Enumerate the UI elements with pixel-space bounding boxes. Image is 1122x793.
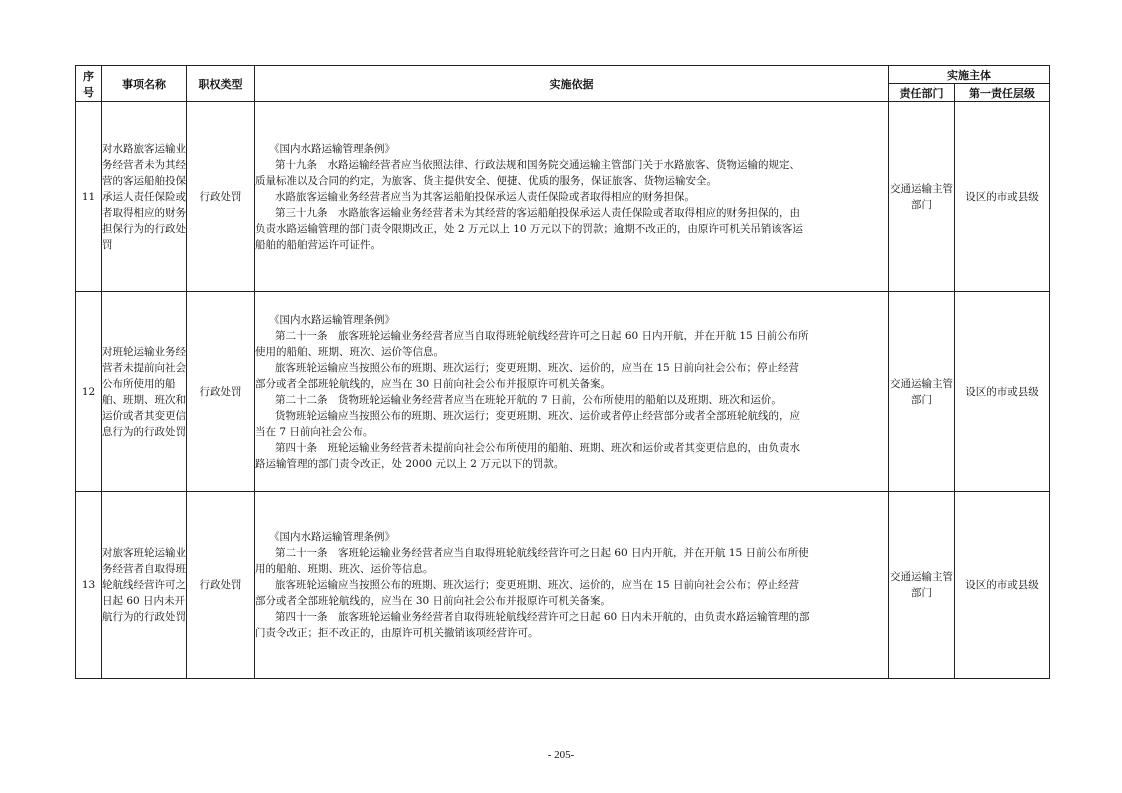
- basis-line: 第二十一条 客班轮运输业务经营者应当自取得班轮航线经营许可之日起 60 日内开航，并在开航 15 日前公布所使: [275, 547, 809, 559]
- table-row: [76, 102, 1050, 292]
- basis-line: 水路旅客运输业务经营者应当为其客运船舶投保承运人责任保险或者取得相应的财务担保。: [275, 190, 695, 203]
- power-type: 行政处罚: [187, 102, 255, 292]
- basis-line: 第四十条 班轮运输业务经营者未提前向社会公布所使用的船舶、班期、班次和运价或者其变更信息的，由负责水: [275, 441, 800, 454]
- item-name: 对水路旅客运输业务经营者未为其经营的客运船舶投保承运人责任保险或者取得相应的财务担保行为的行政处罚: [102, 102, 187, 292]
- item-name: 对旅客班轮运输业务经营者自取得班轮航线经营许可之日起 60 日内未开航行为的行政处罚: [102, 492, 187, 679]
- basis-line: 使用的船舶、班期、班次、运价等信息。: [255, 345, 444, 358]
- basis-line: 《国内水路运输管理条例》: [269, 313, 395, 326]
- power-type: 行政处罚: [187, 292, 255, 492]
- basis-line: 船舶的船舶营运许可证件。: [255, 238, 381, 251]
- authority-table: [75, 65, 1050, 679]
- first-responsible-level: 设区的市或县级: [955, 492, 1050, 679]
- table-row: [76, 292, 1050, 492]
- header-power-type: 职权类型: [187, 66, 255, 102]
- basis-line: 旅客班轮运输应当按照公布的班期、班次运行；变更班期、班次、运价的，应当在 15 日前向社会公布；停止经营: [275, 361, 800, 374]
- row-number: 11: [76, 102, 102, 292]
- implementation-basis: [255, 492, 889, 679]
- basis-line: 部分或者全部班轮航线的，应当在 30 日前向社会公布并报原许可机关备案。: [255, 377, 612, 390]
- row-number: 12: [76, 292, 102, 492]
- basis-line: 用的船舶、班期、班次、运价等信息。: [255, 563, 434, 575]
- basis-line: 《国内水路运输管理条例》: [269, 531, 395, 543]
- basis-line: 旅客班轮运输应当按照公布的班期、班次运行；变更班期、班次、运价的，应当在 15 日前向社会公布；停止经营: [275, 579, 800, 591]
- basis-line: 货物班轮运输应当按照公布的班期、班次运行；变更班期、班次、运价或者停止经营部分或者全部班轮航线的，应: [275, 409, 800, 422]
- first-responsible-level: 设区的市或县级: [955, 102, 1050, 292]
- basis-line: 路运输管理的部门责令改正，处 2000 元以上 2 万元以下的罚款。: [255, 457, 565, 470]
- header-basis: 实施依据: [255, 66, 889, 102]
- table-row: [76, 492, 1050, 679]
- responsible-dept: 交通运输主管部门: [889, 102, 955, 292]
- header-item-name: 事项名称: [102, 66, 187, 102]
- basis-line: 第十九条 水路运输经营者应当依照法律、行政法规和国务院交通运输主管部门关于水路旅客、货物运输的规定、: [275, 158, 800, 171]
- implementation-basis: [255, 292, 889, 492]
- responsible-dept: 交通运输主管部门: [889, 492, 955, 679]
- basis-line: 《国内水路运输管理条例》: [269, 142, 395, 155]
- basis-line: 负责水路运输管理的部门责令限期改正，处 2 万元以上 10 万元以下的罚款；逾期不改正的，由原许可机关吊销该客运: [255, 222, 803, 235]
- basis-line: 部分或者全部班轮航线的，应当在 30 日前向社会公布并报原许可机关备案。: [255, 595, 612, 607]
- header-first-level: 第一责任层级: [955, 84, 1050, 102]
- basis-line: 当在 7 日前向社会公布。: [255, 425, 374, 438]
- header-responsible-dept: 责任部门: [889, 84, 955, 102]
- responsible-dept: 交通运输主管部门: [889, 292, 955, 492]
- basis-line: 第三十九条 水路旅客运输业务经营者未为其经营的客运船舶投保承运人责任保险或者取得相应的财务担保的，由: [275, 206, 800, 219]
- power-type: 行政处罚: [187, 492, 255, 679]
- header-number: 序号: [76, 66, 102, 102]
- basis-line: 第二十一条 旅客班轮运输业务经营者应当自取得班轮航线经营许可之日起 60 日内开航，并在开航 15 日前公布所: [275, 329, 809, 342]
- item-name: 对班轮运输业务经营者未提前向社会公布所使用的船舶、班期、班次和运价或者其变更信息行为的行政处罚: [102, 292, 187, 492]
- page-number: - 205-: [547, 749, 575, 761]
- header-implementing-subject: 实施主体: [889, 66, 1050, 84]
- basis-line: 质量标准以及合同的约定，为旅客、货主提供安全、便捷、优质的服务，保证旅客、货物运输安全。: [255, 174, 717, 187]
- row-number: 13: [76, 492, 102, 679]
- basis-line: 第二十二条 货物班轮运输业务经营者应当在班轮开航的 7 日前，公布所使用的船舶以及班期、班次和运价。: [275, 393, 782, 406]
- basis-line: 门责令改正；拒不改正的，由原许可机关撤销该项经营许可。: [255, 627, 539, 639]
- first-responsible-level: 设区的市或县级: [955, 292, 1050, 492]
- implementation-basis: [255, 102, 889, 292]
- basis-line: 第四十一条 旅客班轮运输业务经营者自取得班轮航线经营许可之日起 60 日内未开航的，由负责水路运输管理的部: [275, 611, 810, 623]
